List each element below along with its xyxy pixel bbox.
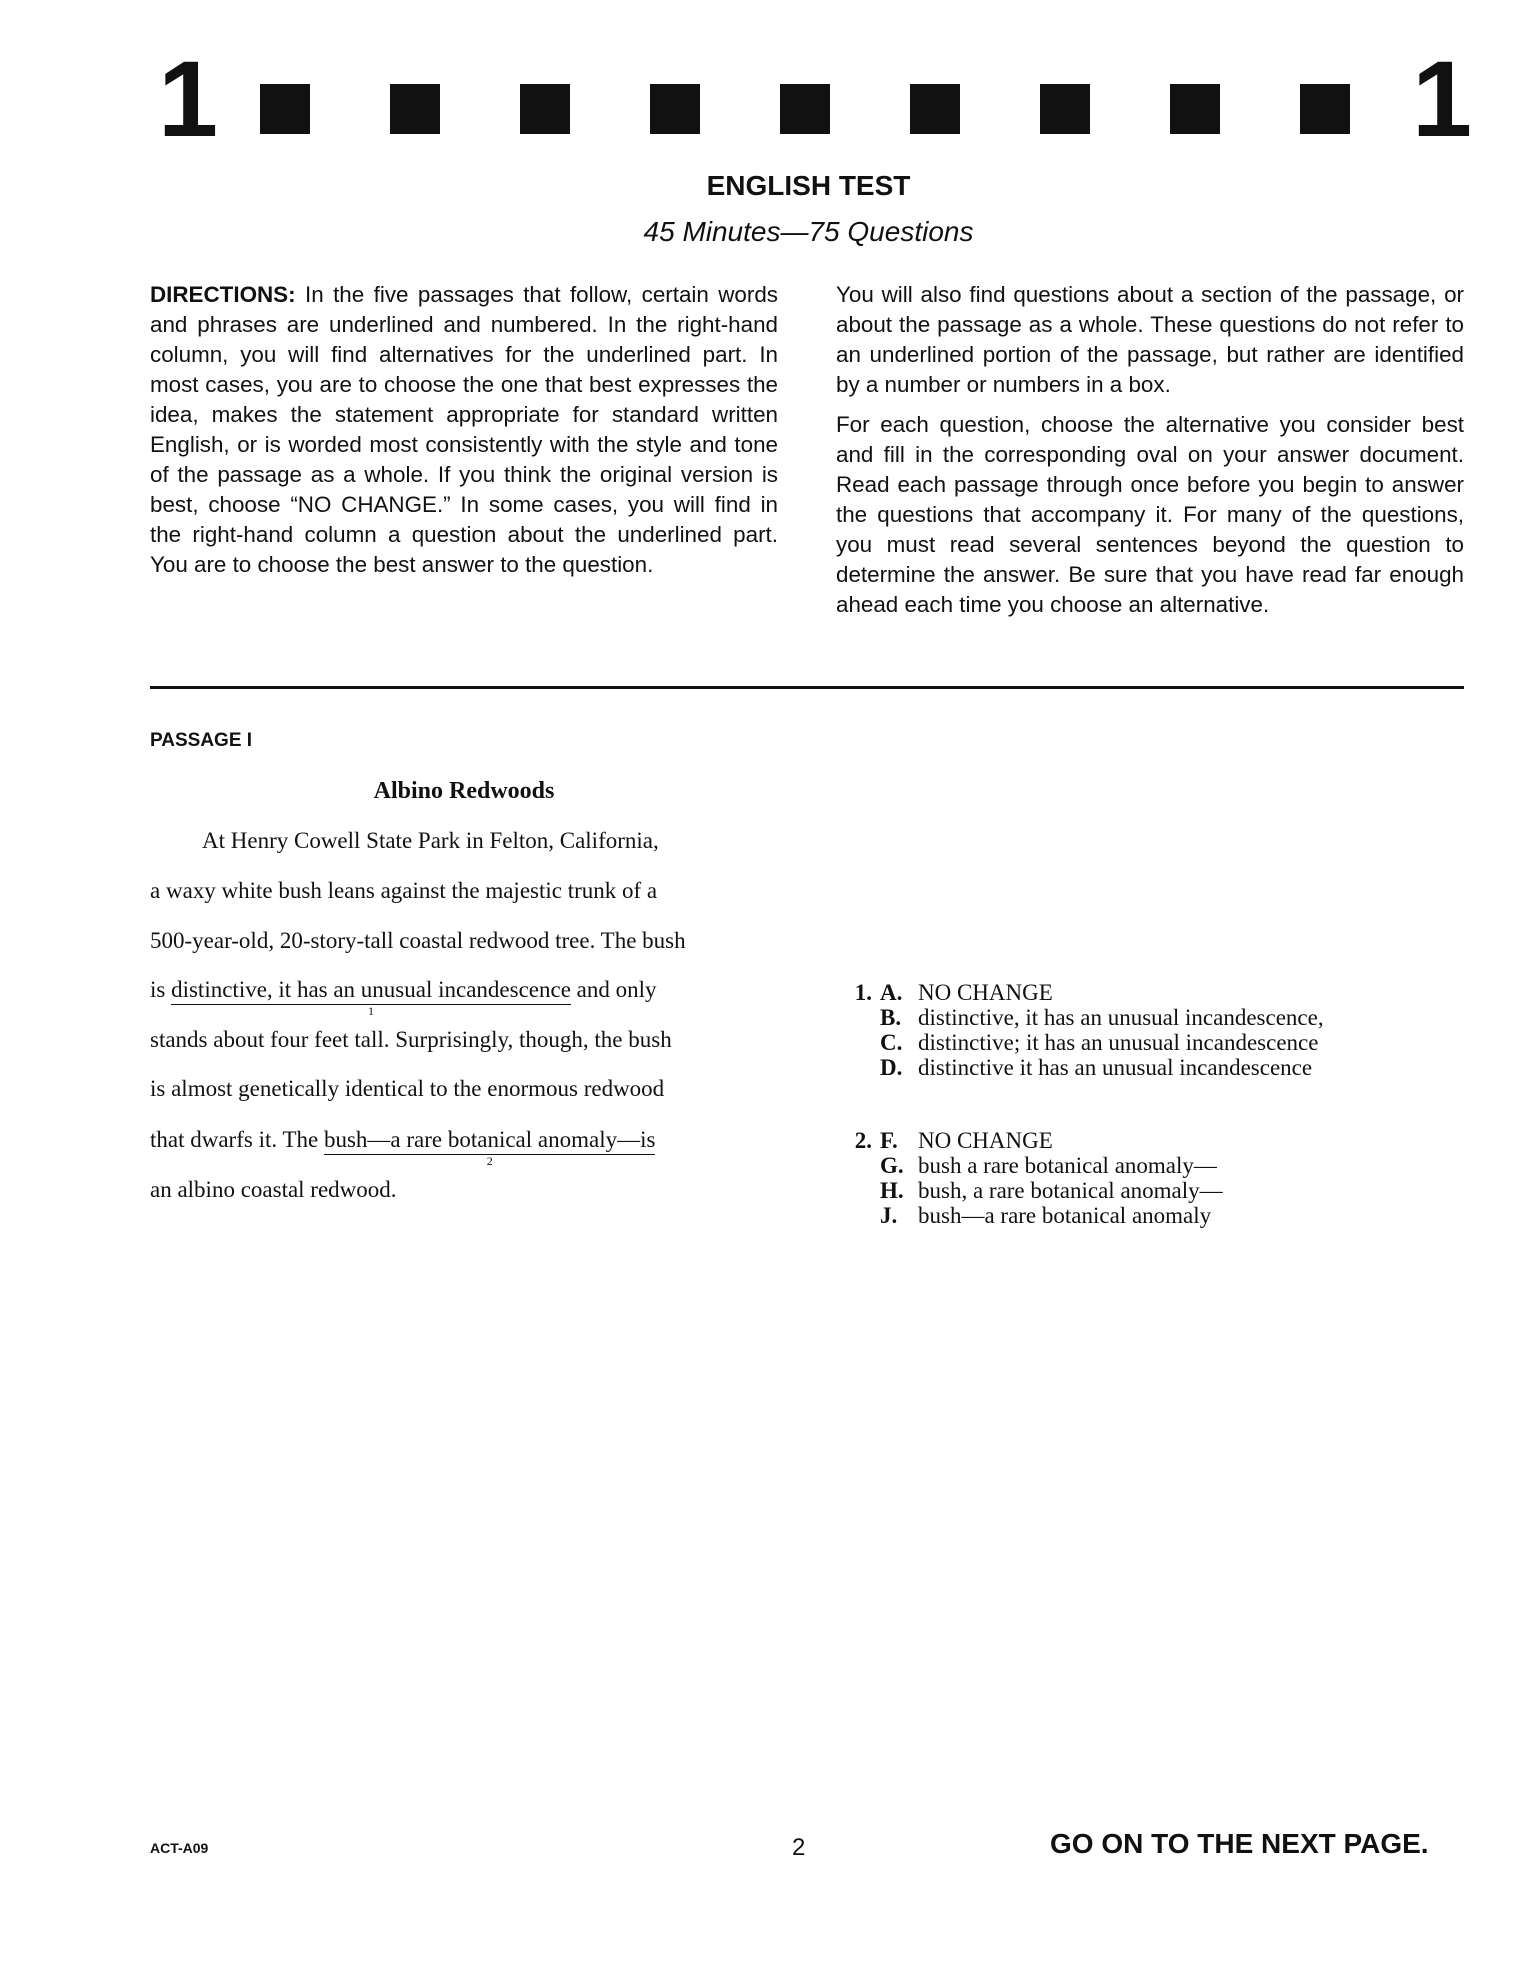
option-text[interactable]: distinctive it has an unusual incandescence — [918, 1055, 1313, 1080]
passage-line: a waxy white bush leans against the majestic trunk of a — [150, 878, 658, 903]
underlined-text: distinctive, it has an unusual incandescence — [171, 977, 571, 1002]
option-letter[interactable]: G. — [880, 1153, 904, 1178]
section-marker-square — [1170, 84, 1220, 134]
passage-text: is — [150, 977, 172, 1002]
section-marker-square — [1040, 84, 1090, 134]
underlined-portion-1 — [171, 976, 571, 1018]
directions-label: DIRECTIONS: — [150, 282, 296, 307]
form-code: ACT-A09 — [150, 1840, 209, 1856]
passage-line: 500-year-old, 20-story-tall coastal redwood tree. The bush — [150, 928, 686, 953]
question-1 — [836, 980, 1324, 1080]
next-page-notice: GO ON TO THE NEXT PAGE. — [1050, 1828, 1429, 1859]
option-text[interactable]: bush, a rare botanical anomaly— — [918, 1178, 1223, 1203]
passage-line — [150, 1126, 656, 1168]
option-letter[interactable]: J. — [880, 1203, 898, 1228]
option-letter[interactable]: A. — [880, 980, 903, 1005]
section-marker-square — [650, 84, 700, 134]
passage-line: an albino coastal redwood. — [150, 1177, 397, 1202]
question-number-marker: 1 — [368, 1004, 374, 1018]
option-letter[interactable]: F. — [880, 1128, 898, 1153]
option-text[interactable]: distinctive; it has an unusual incandescence — [918, 1030, 1319, 1055]
question-number: 2. — [854, 1128, 872, 1153]
test-subtitle: 45 Minutes—75 Questions — [643, 216, 974, 247]
section-divider — [150, 686, 1464, 689]
question-2 — [836, 1128, 1223, 1228]
section-number-left: 1 — [158, 38, 219, 159]
underlined-text: bush—a rare botanical anomaly—is — [323, 1127, 656, 1152]
option-text[interactable]: distinctive, it has an unusual incandescence, — [918, 1005, 1324, 1030]
page-number: 2 — [792, 1834, 806, 1861]
section-marker-square — [1300, 84, 1350, 134]
option-letter[interactable]: H. — [880, 1178, 904, 1203]
directions-right-column — [836, 280, 1464, 620]
passage-label: PASSAGE I — [150, 730, 253, 751]
option-text[interactable]: bush—a rare botanical anomaly — [918, 1203, 1212, 1228]
section-marker-square — [910, 84, 960, 134]
option-text[interactable]: NO CHANGE — [918, 1128, 1053, 1153]
option-text[interactable]: NO CHANGE — [918, 980, 1053, 1005]
directions-left-column — [150, 280, 778, 580]
question-number-marker: 2 — [486, 1154, 493, 1168]
passage-title: Albino Redwoods — [373, 778, 555, 804]
section-marker-square — [780, 84, 830, 134]
option-text[interactable]: bush a rare botanical anomaly— — [918, 1153, 1217, 1178]
directions-left-text: In the five passages that follow, certain words and phrases are underlined and numbered. In the right-hand column, you will find alternatives for the underlined part. In most cases, you are to choose the one that best expresses the idea, makes the statement appropriate for standard written English, or is worded most consistently with the style and tone of the passage as a whole. If you think the original version is best, choose “NO CHANGE.” In some cases, you will find in the right-hand column a question about the underlined part. You are to choose the best answer to the question. — [150, 282, 778, 577]
passage-line: At Henry Cowell State Park in Felton, California, — [202, 828, 659, 853]
option-letter[interactable]: D. — [880, 1055, 903, 1080]
directions-right-paragraph-1: You will also find questions about a section of the passage, or about the passage as a whole. These questions do not refer to an underlined portion of the passage, but rather are identified by a number or numbers in a box. — [836, 282, 1464, 397]
section-number-right: 1 — [1412, 38, 1473, 159]
passage-line: is almost genetically identical to the enormous redwood — [150, 1076, 665, 1101]
passage-line — [150, 976, 657, 1018]
section-marker-square — [260, 84, 310, 134]
option-letter[interactable]: C. — [880, 1030, 903, 1055]
option-letter[interactable]: B. — [880, 1005, 902, 1030]
section-marker-square — [520, 84, 570, 134]
directions-right-paragraph-2: For each question, choose the alternative you consider best and fill in the corresponding oval on your answer document. Read each passage through once before you begin to answer the questions that accompany it. For many of the questions, you must read several sentences beyond the question to determine the answer. Be sure that you have read far enough ahead each time you choose an alternative. — [836, 412, 1464, 617]
section-marker-square — [390, 84, 440, 134]
passage-line: stands about four feet tall. Surprisingly, though, the bush — [150, 1027, 672, 1052]
question-number: 1. — [854, 980, 872, 1005]
passage-text: that dwarfs it. The — [150, 1127, 324, 1152]
test-title: ENGLISH TEST — [706, 170, 911, 201]
passage-text: and only — [570, 977, 657, 1002]
underlined-portion-2 — [323, 1126, 656, 1168]
